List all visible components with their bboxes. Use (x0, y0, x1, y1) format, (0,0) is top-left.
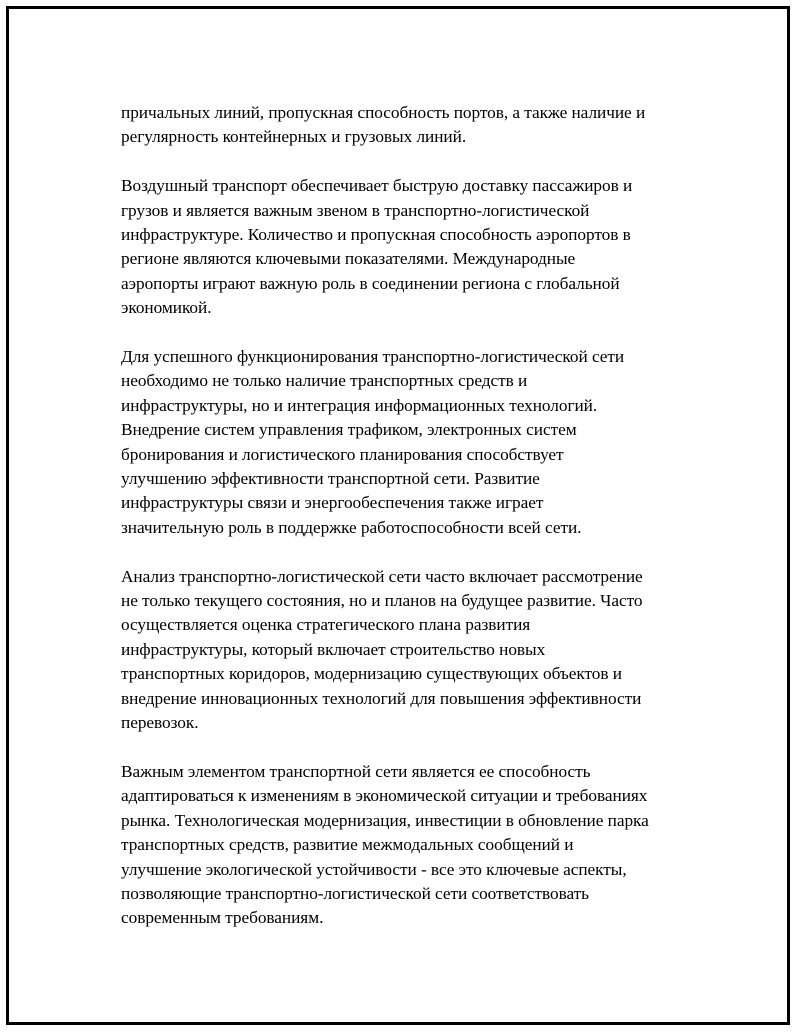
text-line: экономикой. (121, 298, 212, 318)
text-line: грузов и является важным звеном в транспортно-логистической (121, 200, 590, 220)
text-line: Внедрение систем управления трафиком, электронных систем (121, 420, 577, 440)
text-line: регионе являются ключевыми показателями. Международные (121, 249, 576, 269)
text-line: бронирования и логистического планирования способствует (121, 444, 564, 464)
text-line: рынка. Технологическая модернизация, инвестиции в обновление парка (121, 810, 649, 830)
paragraph-air-transport (121, 174, 701, 320)
text-line: адаптироваться к изменениям в экономической ситуации и требованиях (121, 786, 648, 806)
text-line: необходимо не только наличие транспортных средств и (121, 371, 528, 391)
paragraph-network-analysis (121, 565, 701, 736)
text-line: Важным элементом транспортной сети является ее способность (121, 761, 591, 781)
text-line: современным требованиям. (121, 908, 324, 928)
text-line: транспортных средств, развитие межмодальных сообщений и (121, 835, 574, 855)
text-line: осуществляется оценка стратегического плана развития (121, 615, 531, 635)
text-line: инфраструктуры связи и энергообеспечения также играет (121, 493, 544, 513)
text-line: улучшению эффективности транспортной сети. Развитие (121, 469, 540, 489)
paragraph-information-technologies (121, 345, 701, 540)
text-line: Воздушный транспорт обеспечивает быструю доставку пассажиров и (121, 176, 633, 196)
text-line: транспортных коридоров, модернизацию существующих объектов и (121, 664, 622, 684)
text-line: аэропорты играют важную роль в соединении региона с глобальной (121, 273, 620, 293)
text-line: внедрение инновационных технологий для повышения эффективности (121, 688, 642, 708)
text-line: причальных линий, пропускная способность портов, а также наличие и (121, 103, 646, 122)
text-line: регулярность контейнерных и грузовых линий. (121, 127, 467, 147)
text-line: инфраструктуры, но и интеграция информационных технологий. (121, 395, 598, 415)
text-line: Для успешного функционирования транспортно-логистической сети (121, 347, 625, 367)
text-line: инфраструктуры, который включает строительство новых (121, 639, 546, 659)
text-line: перевозок. (121, 713, 199, 733)
paragraph-port-lines (121, 101, 701, 150)
paragraph-network-adaptation (121, 760, 701, 931)
text-line: не только текущего состояния, но и планов на будущее развитие. Часто (121, 591, 643, 611)
text-line: позволяющие транспортно-логистической сети соответствовать (121, 883, 589, 903)
text-line: значительную роль в поддержке работоспособности всей сети. (121, 517, 582, 537)
document-body (121, 101, 701, 955)
text-line: инфраструктуре. Количество и пропускная способность аэропортов в (121, 225, 631, 245)
document-page (6, 6, 790, 1025)
text-line: Анализ транспортно-логистической сети часто включает рассмотрение (121, 566, 643, 586)
text-line: улучшение экологической устойчивости - все это ключевые аспекты, (121, 859, 627, 879)
